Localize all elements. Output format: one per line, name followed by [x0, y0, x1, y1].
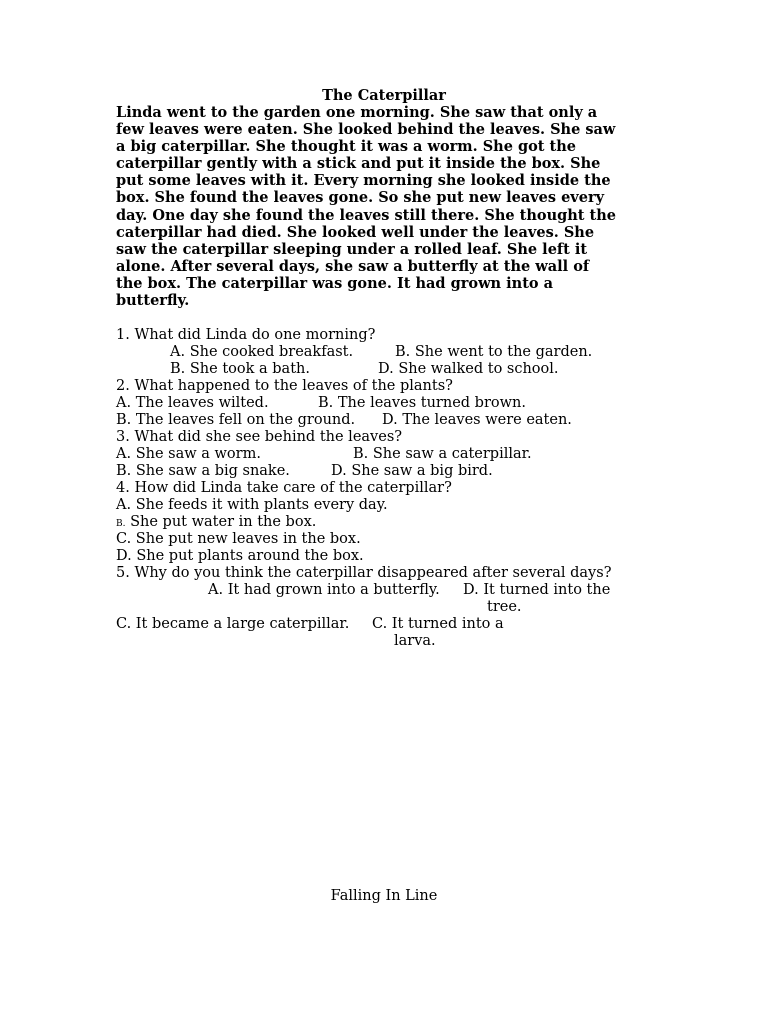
choice-row	[116, 531, 676, 548]
question-text: 3. What did she see behind the leaves?	[116, 429, 403, 445]
choice-d-continued: tree.	[487, 599, 522, 615]
choice-row	[116, 395, 676, 412]
choice-b: B. She took a bath.	[170, 361, 310, 377]
choice-a: A. She feeds it with plants every day.	[116, 497, 388, 513]
choice-row	[116, 599, 676, 616]
question-text: 1. What did Linda do one morning?	[116, 327, 376, 343]
choice-row	[116, 344, 676, 361]
question-4	[116, 480, 676, 497]
choice-row	[116, 633, 676, 650]
choice-c: C. It became a large caterpillar.	[116, 616, 350, 632]
passage-line: box. She found the leaves gone. So she put new leaves every	[116, 189, 605, 207]
passage-line: butterfly.	[116, 292, 190, 310]
question-text: 4. How did Linda take care of the caterpillar?	[116, 480, 452, 496]
choice-c: C. She put new leaves in the box.	[116, 531, 361, 547]
question-list	[116, 327, 676, 650]
choice-c-second: C. It turned into a	[372, 616, 504, 632]
choice-b: B. The leaves fell on the ground.	[116, 412, 356, 428]
question-2	[116, 378, 676, 395]
choice-b-marker: B.	[116, 519, 126, 529]
choice-row	[116, 463, 676, 480]
passage-line: put some leaves with it. Every morning she looked inside the	[116, 172, 611, 190]
choice-b: B. She saw a caterpillar.	[353, 446, 532, 462]
question-text: 2. What happened to the leaves of the plants?	[116, 378, 453, 394]
question-1	[116, 327, 676, 344]
choice-d: D. The leaves were eaten.	[382, 412, 572, 428]
passage-line: alone. After several days, she saw a butterfly at the wall of	[116, 257, 590, 275]
choice-row	[116, 616, 676, 633]
question-text: 5. Why do you think the caterpillar disappeared after several days?	[116, 565, 612, 581]
choice-a: A. She cooked breakfast.	[170, 344, 354, 360]
choice-b: B. She saw a big snake.	[116, 463, 290, 479]
choice-b: B. She went to the garden.	[395, 344, 593, 360]
choice-row	[116, 514, 676, 531]
story-passage	[116, 104, 664, 309]
question-5	[116, 565, 676, 582]
passage-line: caterpillar had died. She looked well under the leaves. She	[116, 223, 595, 241]
page-footer: Falling In Line	[330, 888, 438, 904]
choice-row	[116, 361, 676, 378]
choice-d: D. She put plants around the box.	[116, 548, 364, 564]
document-title: The Caterpillar	[322, 87, 446, 104]
choice-row	[116, 582, 676, 599]
choice-d: D. She saw a big bird.	[331, 463, 493, 479]
choice-a: A. She saw a worm.	[116, 446, 261, 462]
passage-line: day. One day she found the leaves still there. She thought the	[116, 206, 617, 224]
question-3	[116, 429, 676, 446]
choice-row	[116, 446, 676, 463]
choice-a: A. It had grown into a butterfly.	[208, 582, 440, 598]
choice-d: D. She walked to school.	[378, 361, 559, 377]
choice-d: D. It turned into the	[463, 582, 611, 598]
passage-line: Linda went to the garden one morning. She saw that only a	[116, 104, 598, 121]
passage-line: saw the caterpillar sleeping under a rolled leaf. She left it	[116, 240, 588, 258]
choice-b-text: She put water in the box.	[125, 514, 317, 530]
passage-line: a big caterpillar. She thought it was a worm. She got the	[116, 138, 577, 156]
choice-row	[116, 548, 676, 565]
passage-line: caterpillar gently with a stick and put it inside the box. She	[116, 155, 601, 173]
passage-line: the box. The caterpillar was gone. It had grown into a	[116, 274, 554, 292]
choice-row	[116, 497, 676, 514]
choice-row	[116, 412, 676, 429]
choice-a: A. The leaves wilted.	[116, 395, 269, 411]
choice-b: B. The leaves turned brown.	[318, 395, 526, 411]
passage-line: few leaves were eaten. She looked behind the leaves. She saw	[116, 121, 616, 139]
choice-c-continued: larva.	[394, 633, 436, 649]
